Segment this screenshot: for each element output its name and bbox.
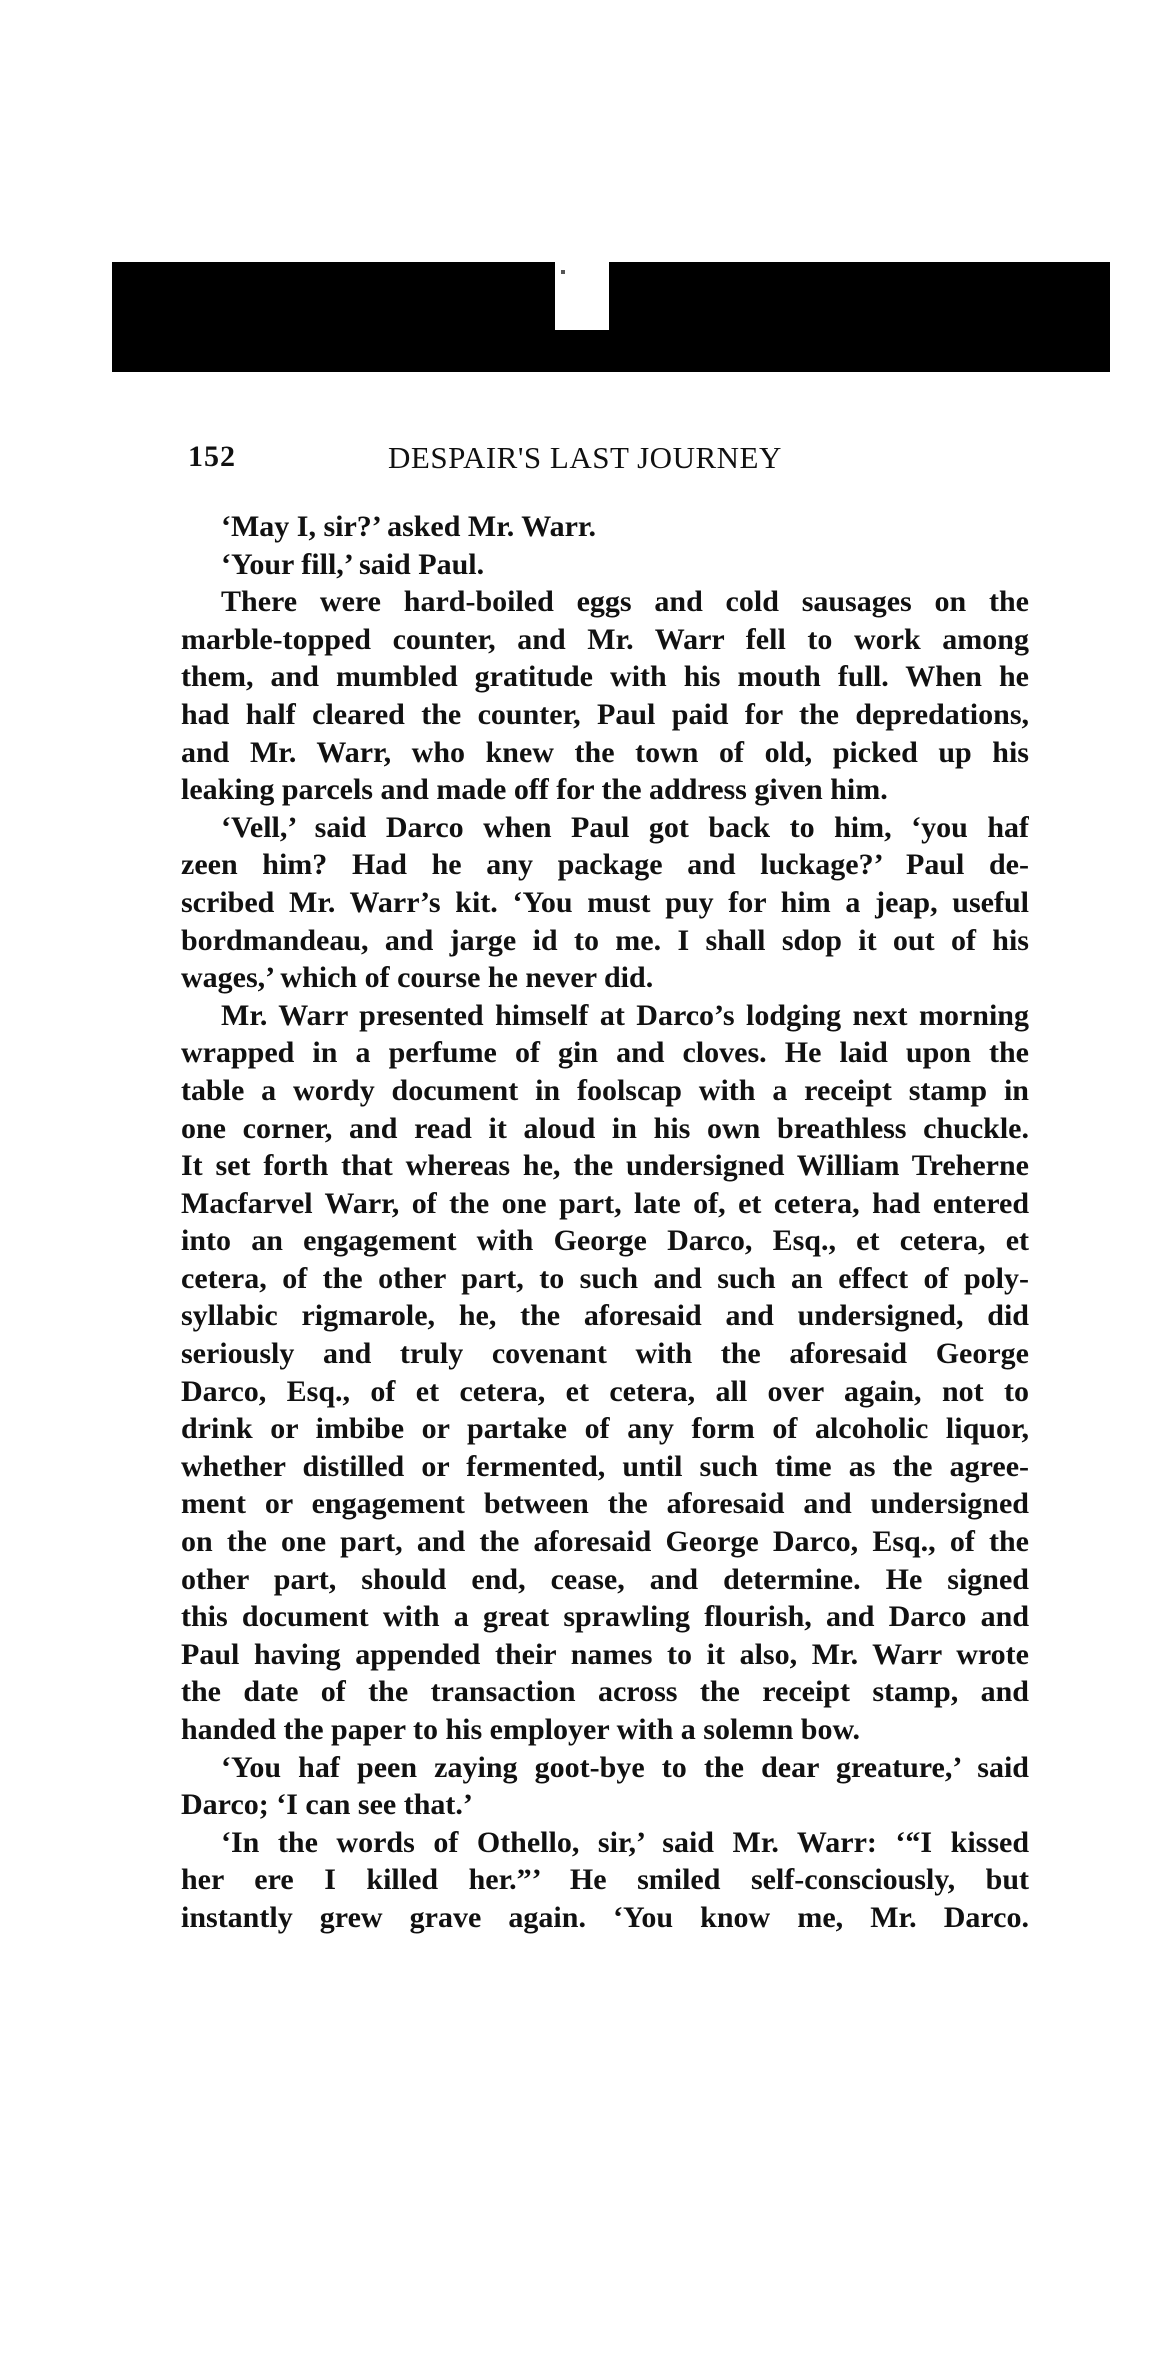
text-line: instantly grew grave again. ‘You know me, Mr. Darco. <box>181 1900 1029 1934</box>
text-line: ‘Your fill,’ said Paul. <box>221 547 485 581</box>
text-line: on the one part, and the aforesaid George Darco, Esq., of the <box>181 1525 1029 1559</box>
page-number: 152 <box>188 440 236 473</box>
text-line: her ere I killed her.”’ He smiled self-consciously, but <box>181 1863 1029 1897</box>
text-line: Paul having appended their names to it also, Mr. Warr wrote <box>181 1637 1029 1671</box>
text-body <box>181 508 1029 1937</box>
text-line: whether distilled or fermented, until such time as the agree- <box>181 1449 1029 1483</box>
text-line: ‘In the words of Othello, sir,’ said Mr. Warr: ‘“I kissed <box>221 1825 1029 1859</box>
text-line: ment or engagement between the aforesaid and undersigned <box>181 1487 1029 1521</box>
text-line: into an engagement with George Darco, Esq., et cetera, et <box>181 1224 1029 1258</box>
text-line: scribed Mr. Warr’s kit. ‘You must puy for him a jeap, useful <box>181 885 1029 919</box>
text-line: seriously and truly covenant with the aforesaid George <box>181 1337 1029 1371</box>
text-line: marble-topped counter, and Mr. Warr fell to work among <box>181 622 1029 656</box>
text-line: this document with a great sprawling flourish, and Darco and <box>181 1600 1029 1634</box>
text-line: and Mr. Warr, who knew the town of old, picked up his <box>181 735 1029 769</box>
text-line: There were hard-boiled eggs and cold sausages on the <box>221 585 1029 619</box>
scan-artifact-mark <box>561 270 565 274</box>
text-line: ‘Vell,’ said Darco when Paul got back to him, ‘you haf <box>221 810 1029 844</box>
text-line: handed the paper to his employer with a solemn bow. <box>181 1713 860 1746</box>
text-line: drink or imbibe or partake of any form of alcoholic liquor, <box>181 1412 1029 1446</box>
text-line: Macfarvel Warr, of the one part, late of, et cetera, had entered <box>181 1186 1029 1220</box>
text-line: syllabic rigmarole, he, the aforesaid and undersigned, did <box>181 1299 1029 1333</box>
scan-artifact <box>555 262 609 330</box>
text-line: the date of the transaction across the receipt stamp, and <box>181 1675 1029 1709</box>
text-line: Mr. Warr presented himself at Darco’s lodging next morning <box>221 998 1029 1032</box>
text-line: It set forth that whereas he, the undersigned William Treherne <box>181 1149 1029 1183</box>
running-title: DESPAIR'S LAST JOURNEY <box>388 440 782 475</box>
text-line: one corner, and read it aloud in his own breathless chuckle. <box>181 1111 1029 1145</box>
text-line: them, and mumbled gratitude with his mouth full. When he <box>181 660 1029 694</box>
text-line: cetera, of the other part, to such and such an effect of poly- <box>181 1261 1029 1295</box>
text-line: Darco; ‘I can see that.’ <box>181 1788 473 1822</box>
text-line: bordmandeau, and jarge id to me. I shall sdop it out of his <box>181 923 1029 957</box>
text-line: ‘May I, sir?’ asked Mr. Warr. <box>221 510 596 543</box>
running-head <box>188 440 1023 484</box>
text-line: table a wordy document in foolscap with a receipt stamp in <box>181 1073 1029 1107</box>
text-line: wrapped in a perfume of gin and cloves. He laid upon the <box>181 1036 1029 1070</box>
text-line: had half cleared the counter, Paul paid for the depredations, <box>181 697 1029 731</box>
text-line: other part, should end, cease, and determine. He signed <box>181 1562 1029 1596</box>
text-line: Darco, Esq., of et cetera, et cetera, all over again, not to <box>181 1374 1029 1408</box>
text-line: wages,’ which of course he never did. <box>181 961 654 995</box>
text-line: zeen him? Had he any package and luckage?’ Paul de- <box>181 848 1029 882</box>
scan-margin-bar <box>112 262 1110 372</box>
text-line: ‘You haf peen zaying goot-bye to the dear greature,’ said <box>221 1750 1029 1784</box>
text-line: leaking parcels and made off for the address given him. <box>181 773 888 807</box>
